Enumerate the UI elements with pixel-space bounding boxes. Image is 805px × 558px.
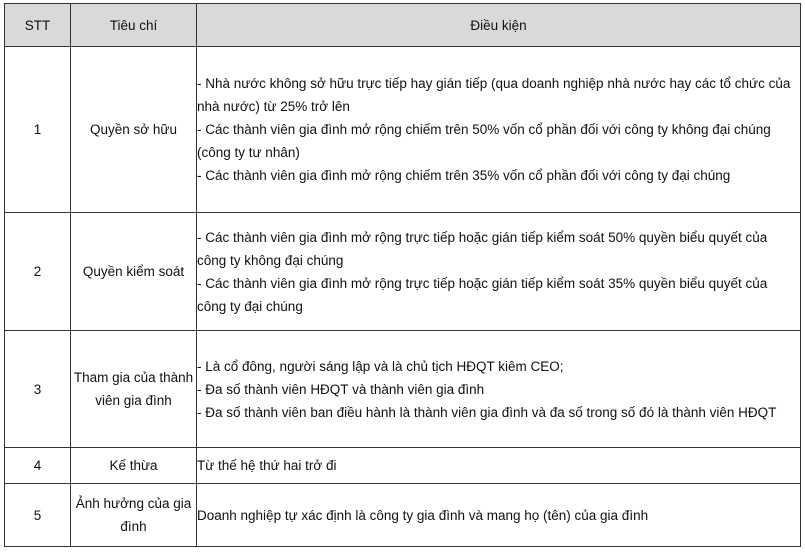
- row-stt: 1: [5, 47, 71, 213]
- row-stt: 4: [5, 448, 71, 484]
- table-row: [5, 331, 801, 448]
- condition-line: - Các thành viên gia đình mở rộng trực tiếp hoặc gián tiếp kiểm soát 50% quyền biểu quyết của công ty không đại chúng: [197, 229, 768, 268]
- row-stt: 3: [5, 331, 71, 448]
- condition-line: - Đa số thành viên HĐQT và thành viên gia đình: [197, 381, 485, 397]
- row-conditions: [197, 448, 801, 484]
- row-conditions: [197, 213, 801, 331]
- table-row: [5, 213, 801, 331]
- row-conditions: [197, 484, 801, 547]
- criteria-table: [4, 3, 801, 547]
- row-criterion: Quyền kiểm soát: [71, 213, 197, 331]
- header-stt: STT: [5, 4, 71, 47]
- condition-line: - Nhà nước không sở hữu trực tiếp hay gián tiếp (qua doanh nghiệp nhà nước hay các tổ chức của nhà nước) từ 25% trở lên: [197, 76, 791, 114]
- header-condition: Điều kiện: [197, 4, 801, 47]
- table-row: [5, 484, 801, 547]
- row-criterion: Quyền sở hữu: [71, 47, 197, 213]
- row-stt: 5: [5, 484, 71, 547]
- row-criterion: Kế thừa: [71, 448, 197, 484]
- table-row: [5, 47, 801, 213]
- header-criterion: Tiêu chí: [71, 4, 197, 47]
- condition-line: Doanh nghiệp tự xác định là công ty gia đình và mang họ (tên) của gia đình: [197, 507, 649, 523]
- row-criterion: Tham gia của thành viên gia đình: [71, 331, 197, 448]
- condition-line: - Các thành viên gia đình mở rộng chiếm trên 50% vốn cổ phần đối với công ty không đại chúng (công ty tư nhân): [197, 122, 771, 160]
- condition-line: - Các thành viên gia đình mở rộng chiếm trên 35% vốn cổ phần đối với công ty đại chúng: [197, 168, 731, 183]
- condition-line: - Đa số thành viên ban điều hành là thành viên gia đình và đa số trong số đó là thành viên HĐQT: [197, 404, 777, 420]
- condition-line: - Các thành viên gia đình mở rộng trực tiếp hoặc gián tiếp kiểm soát 35% quyền biểu quyết của công ty đại chúng: [197, 275, 768, 314]
- row-stt: 2: [5, 213, 71, 331]
- row-conditions: [197, 331, 801, 448]
- row-conditions: [197, 47, 801, 213]
- table-row: [5, 448, 801, 484]
- condition-line: Từ thế hệ thứ hai trở đi: [197, 458, 337, 473]
- header-row: [5, 4, 801, 47]
- condition-line: - Là cổ đông, người sáng lập và là chủ tịch HĐQT kiêm CEO;: [197, 358, 564, 374]
- row-criterion: Ảnh hưởng của gia đình: [71, 484, 197, 547]
